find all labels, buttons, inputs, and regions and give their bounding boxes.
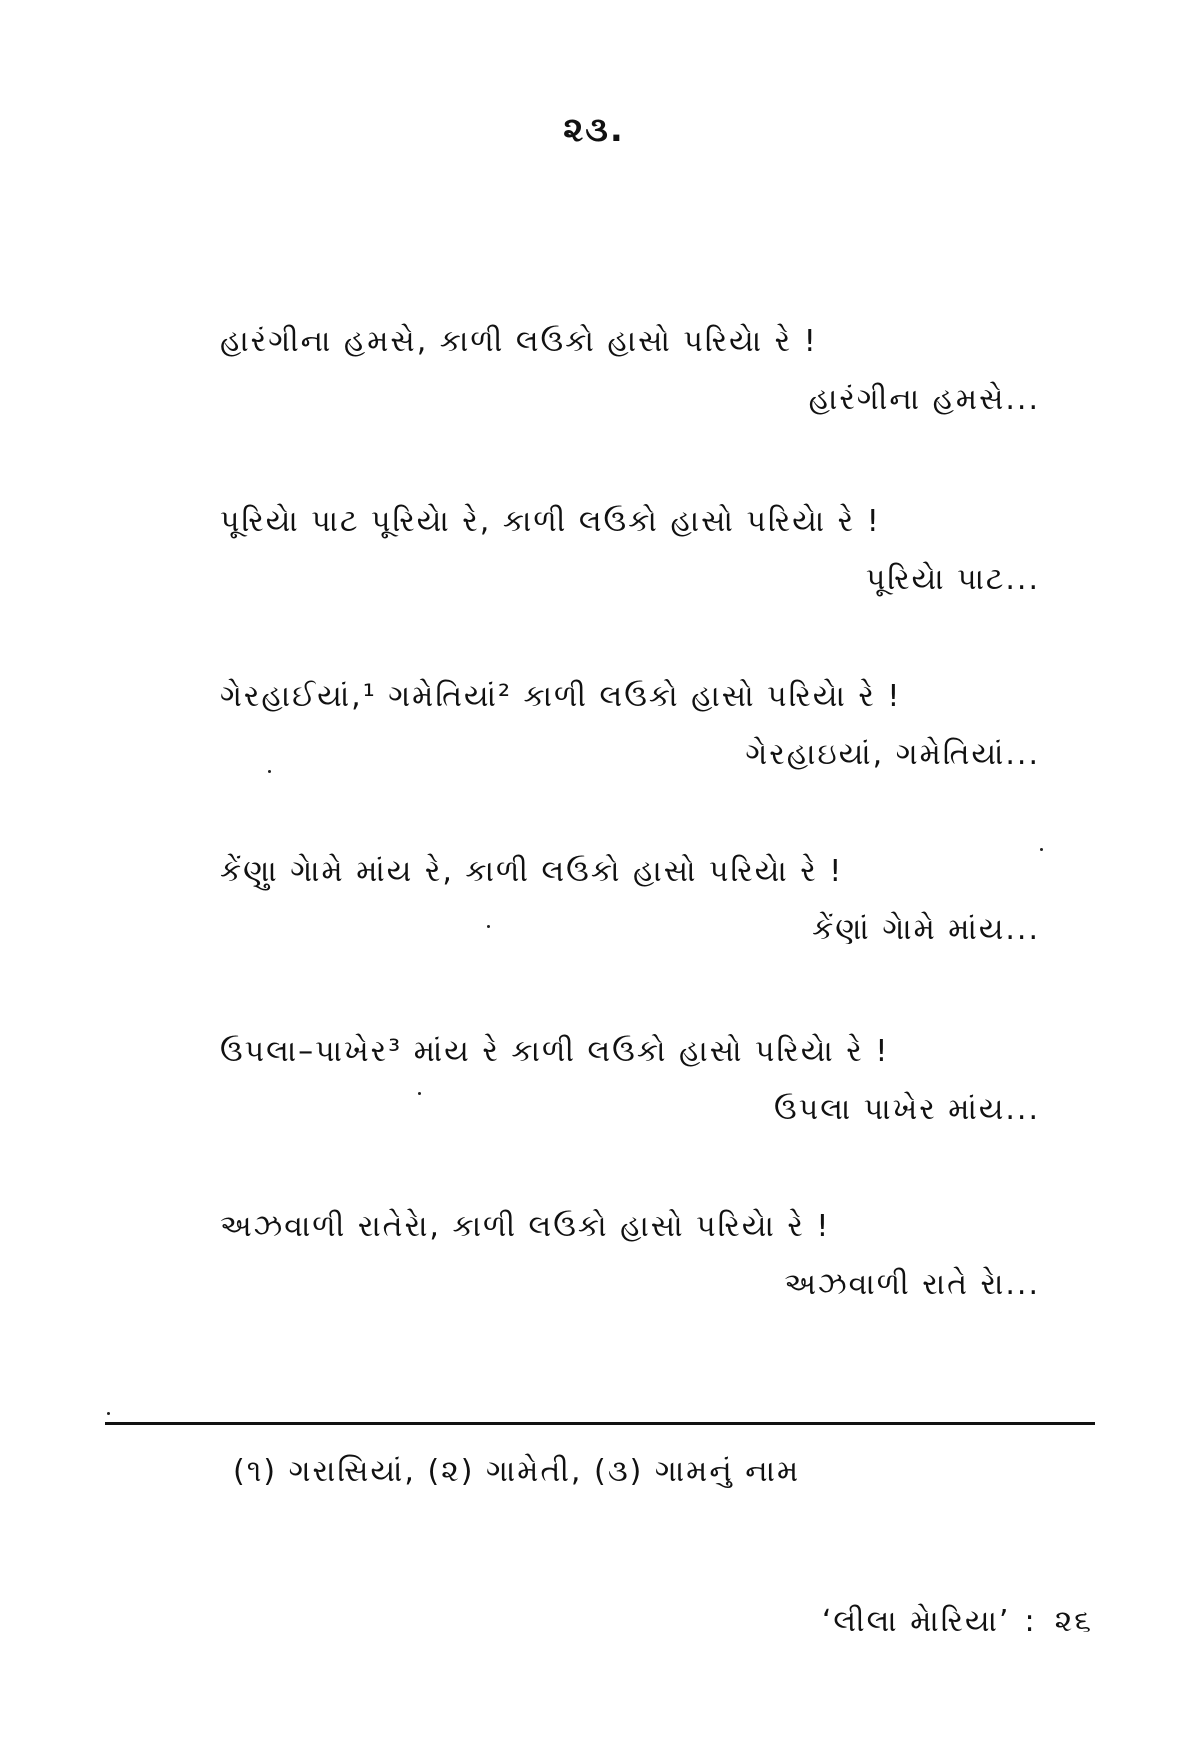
page-number-top: ૨૩. [563, 110, 625, 150]
stanza-2 [220, 500, 1040, 602]
verse-line: પૂરિયેા પાટ પૂરિયેા રે, કાળી લઉકો હાસો પરિયેા રે ! [220, 504, 881, 539]
print-speck [1040, 848, 1043, 851]
page-footer [822, 1600, 1093, 1644]
footnote-divider [105, 1422, 1095, 1425]
print-speck [487, 925, 490, 928]
print-speck [418, 1092, 421, 1095]
verse-line: કેંણુા ગેામે માંય રે, કાળી લઉકો હાસો પરિયેા રે ! [220, 854, 844, 889]
footnote: (૧) ગરાસિયાં, (૨) ગામેતી, (૩) ગામનું નામ [233, 1454, 801, 1489]
verse-line: અઝવાળી રાતેરેા, કાળી લઉકો હાસો પરિયેા રે ! [220, 1209, 831, 1244]
verse-refrain: પૂરિયેા પાટ... [865, 562, 1040, 597]
page-number-bottom: ૨૬ [1054, 1604, 1093, 1639]
stanza-4 [220, 850, 1040, 952]
stanza-6 [220, 1205, 1040, 1307]
verse-line: ઉપલા–પાખેર³ માંય રે કાળી લઉકો હાસો પરિયેા રે ! [220, 1034, 890, 1069]
print-speck [268, 770, 271, 773]
verse-refrain: અઝવાળી રાતે રેા... [784, 1267, 1040, 1302]
print-speck [107, 1412, 110, 1415]
verse-refrain: કેંણાં ગેામે માંય... [812, 912, 1040, 947]
footer-separator: : [1024, 1604, 1037, 1639]
verse-line: હારંગીના હમસે, કાળી લઉકો હાસો પરિયેા રે ! [220, 324, 818, 359]
verse-line: ગેરહાઈયાં,¹ ગમેતિયાં² કાળી લઉકો હાસો પરિયેા રે ! [220, 679, 902, 714]
verse-refrain: ઉપલા પાખેર માંય... [774, 1092, 1040, 1127]
stanza-1 [220, 320, 1040, 422]
stanza-5 [220, 1030, 1040, 1132]
stanza-3 [220, 675, 1040, 777]
verse-refrain: ગેરહાઇયાં, ગમેતિયાં... [745, 737, 1040, 772]
verse-refrain: હારંગીના હમસે... [808, 382, 1040, 417]
book-title: ‘લીલા મેારિયા’ [821, 1604, 1011, 1639]
